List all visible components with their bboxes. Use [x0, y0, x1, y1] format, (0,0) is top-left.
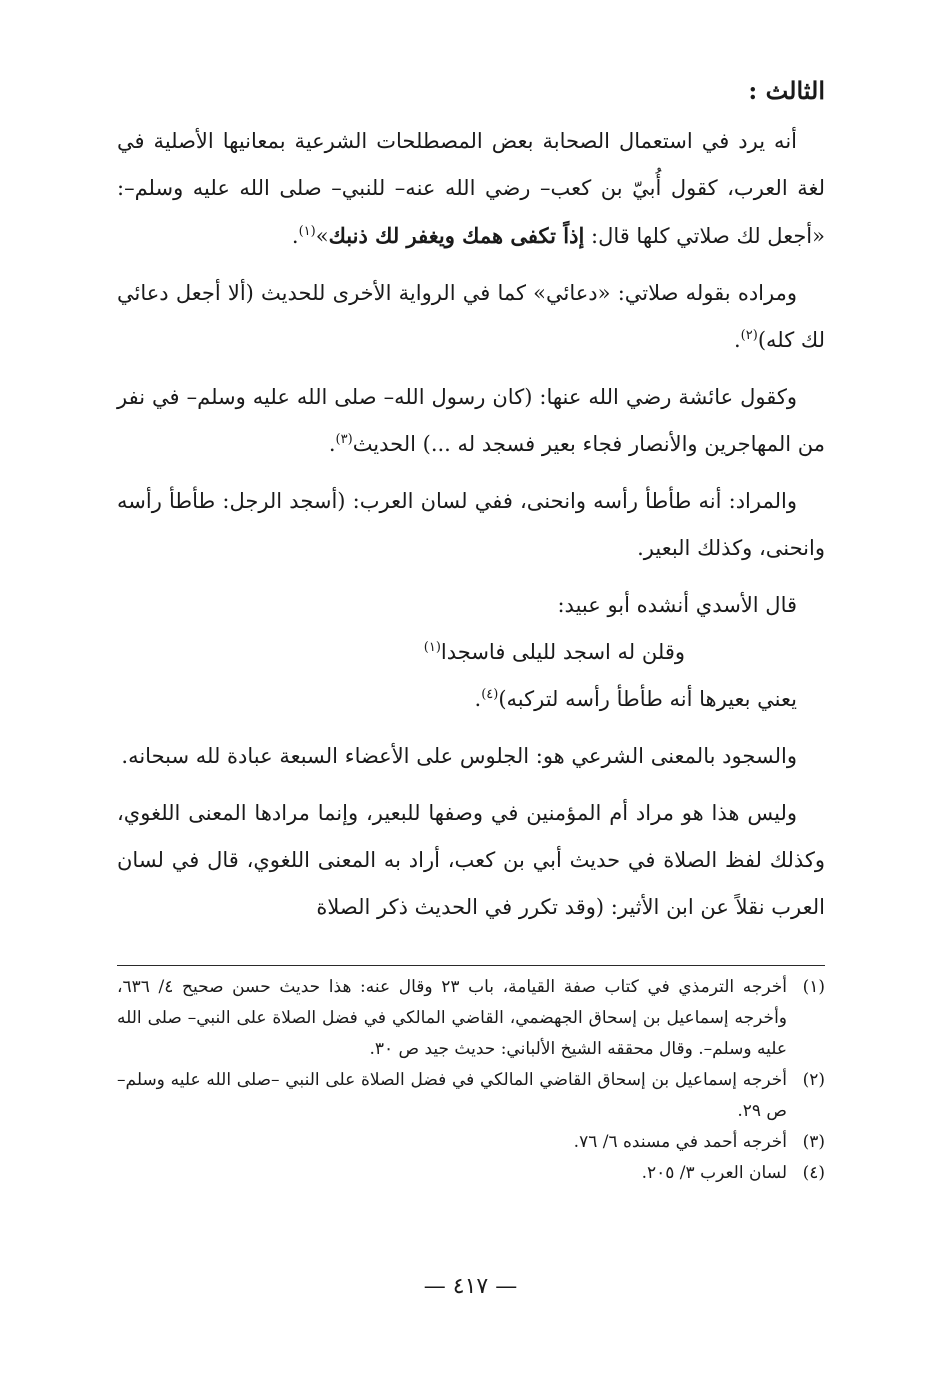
paragraph-8: وليس هذا هو مراد أم المؤمنين في وصفها للبعير، وإنما مرادها المعنى اللغوي، وكذلك لفظ الصلاة في حديث أبي بن كعب، أراد به المعنى اللغوي، قال في لسان العرب نقلاً عن ابن الأثير: (وقد تكرر في الحديث ذكر الصلاة: [117, 801, 825, 919]
paragraph-3-text: وكقول عائشة رضي الله عنها: (كان رسول الله– صلى الله عليه وسلم– في نفر من المهاجرين والأنصار فجاء بعير فسجد له ...) الحديث: [117, 385, 825, 456]
paragraph-5: قال الأسدي أنشده أبو عبيد:: [557, 593, 797, 617]
paragraph-1: [117, 118, 825, 260]
paragraph-1-quote-close: »: [315, 224, 329, 248]
footnote-text: أخرجه الترمذي في كتاب صفة القيامة، باب ٢٣ وقال عنه: هذا حديث حسن صحيح ٤/ ٦٣٦، وأخرجه إسماعيل بن إسحاق الجهضمي، القاضي المالكي في فضل الصلاة على النبي– صلى الله عليه وسلم–. وقال محققه الشيخ الألباني: حديث جيد ص ٣٠.: [117, 977, 787, 1059]
footnote-1: [117, 972, 825, 1065]
footnote-ref-1: (١): [298, 224, 316, 239]
footnote-divider: [117, 965, 825, 966]
footnote-ref-2: (٢): [740, 328, 758, 343]
poetry-verse: [117, 629, 825, 676]
paragraph-1-tail: .: [291, 224, 299, 248]
paragraph-2-text: ومراده بقوله صلاتي: «دعائي» كما في الرواية الأخرى للحديث (ألا أجعل دعائي لك كله): [117, 281, 825, 352]
footnote-4: [117, 1158, 825, 1189]
paragraph-2: [117, 270, 825, 364]
paragraph-6-text: يعني بعيرها أنه طأطأ رأسه لتركبه): [498, 687, 797, 711]
section-heading: الثالث :: [748, 76, 825, 105]
footnote-3: [117, 1127, 825, 1158]
verse-text: وقلن له اسجد لليلى فاسجدا: [440, 640, 685, 664]
paragraph-7: والسجود بالمعنى الشرعي هو: الجلوس على الأعضاء السبعة عبادة لله سبحانه.: [121, 744, 797, 768]
footnote-number: (٤): [802, 1163, 825, 1183]
paragraph-2-tail: .: [733, 328, 741, 352]
footnote-number: (٢): [802, 1070, 825, 1090]
footnote-text: أخرجه أحمد في مسنده ٦/ ٧٦.: [573, 1132, 787, 1152]
footnote-text: أخرجه إسماعيل بن إسحاق القاضي المالكي في فضل الصلاة على النبي –صلى الله عليه وسلم– ص ٢٩.: [117, 1070, 787, 1121]
paragraph-1-text: أنه يرد في استعمال الصحابة بعض المصطلحات الشرعية بمعانيها الأصلية في لغة العرب، كقول أُبيّ بن كعب– رضي الله عنه– للنبي– صلى الله عليه وسلم–: «أجعل لك صلاتي كلها قال:: [117, 129, 825, 248]
paragraph-3: [117, 374, 825, 468]
page-number: — ٤١٧ —: [423, 1274, 518, 1299]
footnote-ref-4: (٤): [481, 687, 499, 702]
footnote-ref-3: (٣): [335, 432, 353, 447]
paragraph-1-bold-quote: إذاً تكفى همك ويغفر لك ذنبك: [328, 223, 585, 248]
paragraph-6-tail: .: [474, 687, 482, 711]
verse-footnote-ref: (١): [423, 640, 441, 655]
footnote-number: (١): [802, 977, 825, 997]
body-text: [117, 118, 825, 931]
footnotes: [117, 972, 825, 1189]
footnote-text: لسان العرب ٣/ ٢٠٥.: [641, 1163, 787, 1183]
paragraph-6: [117, 676, 825, 723]
paragraph-4: والمراد: أنه طأطأ رأسه وانحنى، ففي لسان العرب: (أسجد الرجل: طأطأ رأسه وانحنى، وكذلك البعير.: [117, 489, 825, 560]
footnote-2: [117, 1065, 825, 1127]
paragraph-3-tail: .: [328, 432, 336, 456]
footnote-number: (٣): [802, 1132, 825, 1152]
